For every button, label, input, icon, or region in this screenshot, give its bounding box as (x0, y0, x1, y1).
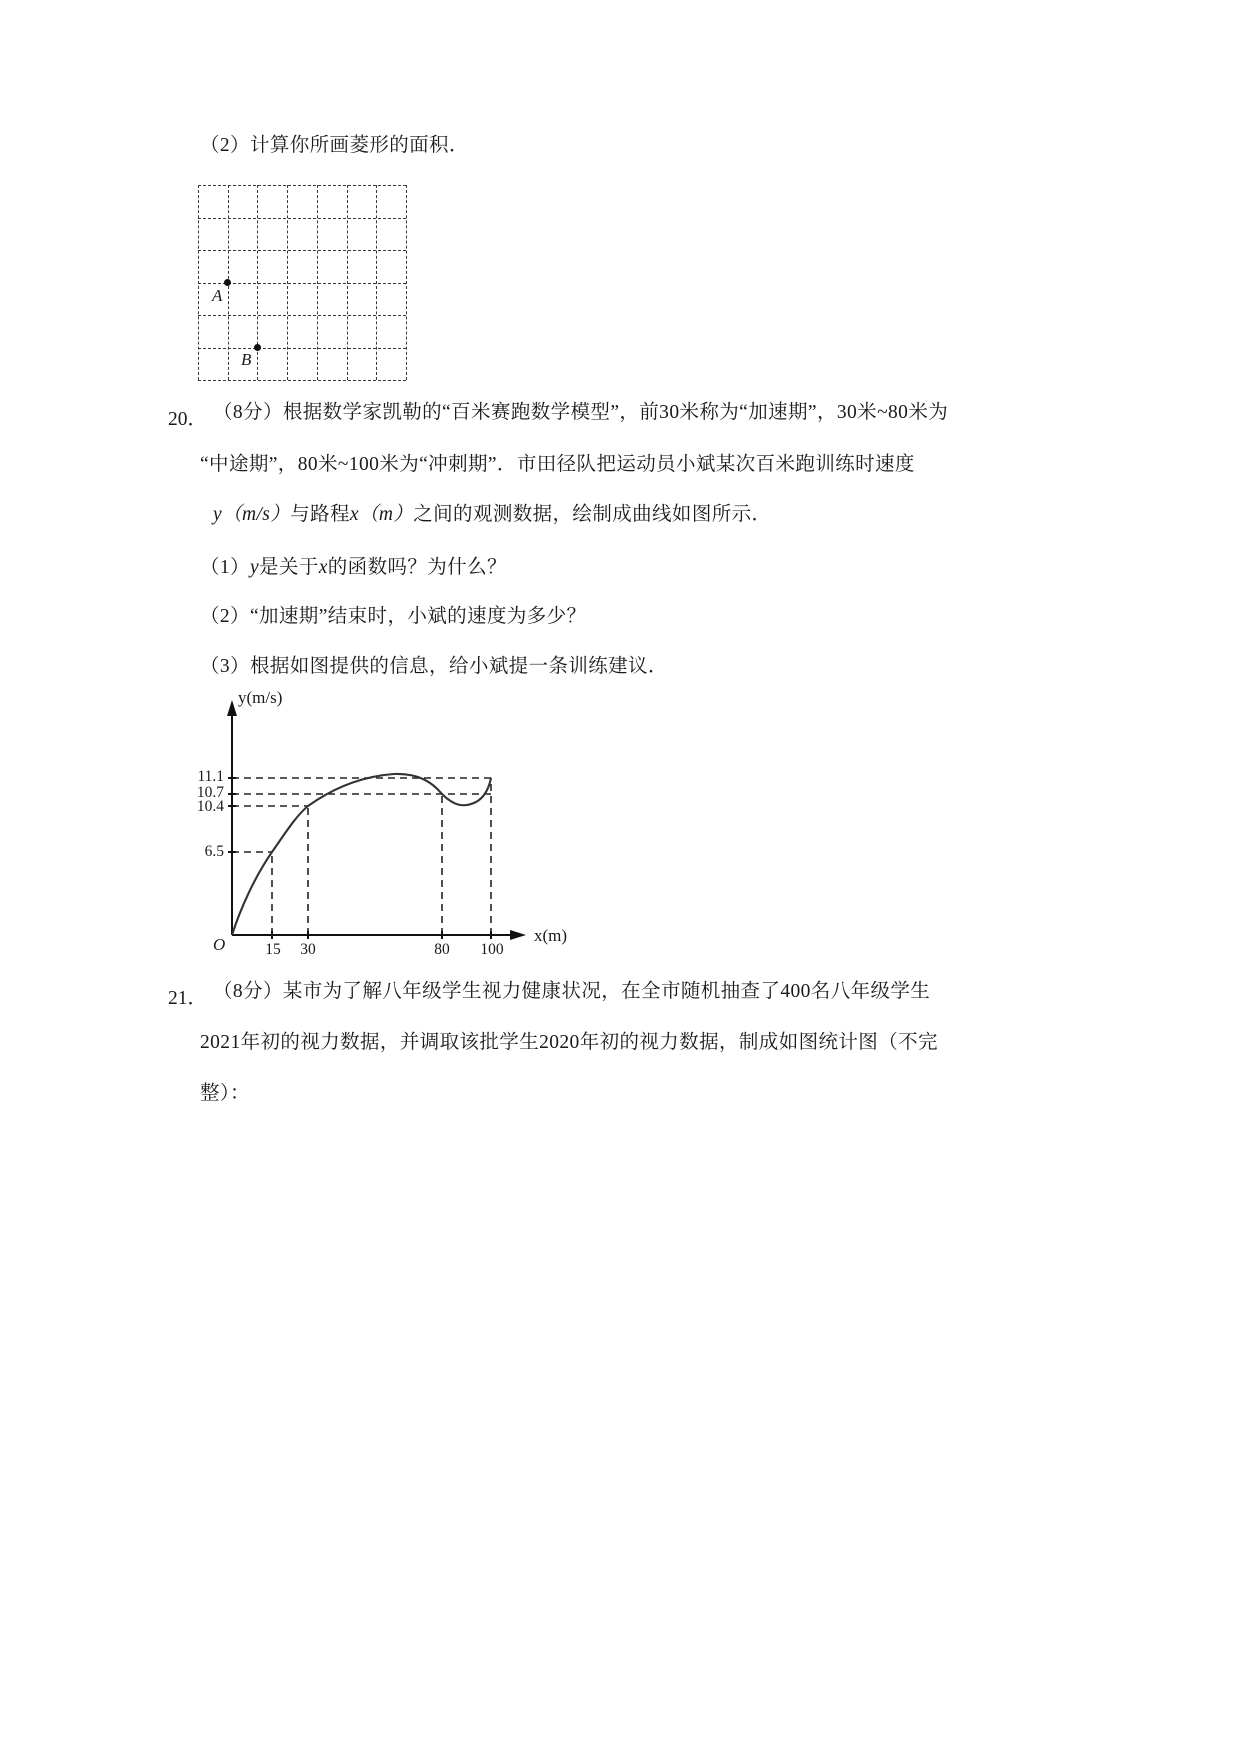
origin-label: O (213, 935, 226, 954)
q20-line2: “中途期”，80米~100米为“冲刺期”．市田径队把运动员小斌某次百米跑训练时速度 (200, 454, 915, 475)
lattice-point-a (224, 279, 231, 286)
chart-svg (196, 690, 616, 960)
q21-line1 (213, 982, 930, 1002)
q20-sub3: （3）根据如图提供的信息，给小斌提一条训练建议． (200, 656, 668, 677)
ytick-label-10-4: 10.4 (196, 798, 224, 815)
x-axis-arrow (510, 930, 526, 940)
q20-unit-m: （m） (358, 504, 414, 525)
q20-sub1-mid: 是关于 (259, 557, 319, 578)
speed-distance-chart (196, 690, 616, 960)
grid-line-h (198, 348, 406, 349)
q19-sub2-text: （2）计算你所画菱形的面积． (200, 135, 469, 156)
q20-sub1-tail: 的函数吗？为什么？ (327, 557, 507, 578)
q20-line3-mid: 与路程 (290, 504, 350, 525)
grid-line-h (198, 185, 406, 186)
ytick-label-11-1: 11.1 (197, 768, 224, 785)
q20-sub1-var-y: y (249, 557, 260, 578)
q20-line3 (213, 505, 771, 525)
y-axis-arrow (227, 700, 237, 716)
xtick-label-100: 100 (480, 941, 504, 958)
q21-number: 21． (168, 988, 208, 1009)
q20-sub1-var-x: x (318, 557, 328, 578)
xtick-label-15: 15 (265, 941, 281, 958)
q21-line3: 整）： (200, 1083, 250, 1104)
grid-line-v (406, 185, 407, 380)
x-axis-label: x(m) (534, 926, 568, 945)
q20-var-x: x (349, 504, 359, 525)
q20-line1-text: 根据数学家凯勒的“百米赛跑数学模型”，前30米称为“加速期”，30米~80米为 (282, 402, 949, 423)
speed-curve (232, 774, 491, 935)
q20-score: （8分） (213, 402, 283, 423)
grid-line-h (198, 380, 406, 381)
xtick-label-30: 30 (300, 941, 316, 958)
q20-var-y: y (213, 504, 223, 525)
q20-unit-ms: （m/s） (222, 504, 291, 525)
lattice-point-a-label: A (212, 286, 223, 305)
lattice-point-b-label: B (241, 350, 252, 369)
lattice-grid (198, 185, 406, 380)
xtick-label-80: 80 (434, 941, 450, 958)
q20-sub2: （2）“加速期”结束时，小斌的速度为多少？ (200, 606, 587, 627)
q20-line1 (213, 403, 948, 423)
lattice-point-b (254, 344, 261, 351)
q21-line2: 2021年初的视力数据，并调取该批学生2020年初的视力数据，制成如图统计图（不完 (200, 1032, 938, 1053)
ytick-label-10-7: 10.7 (196, 784, 224, 801)
q21-line1-text: 某市为了解八年级学生视力健康状况，在全市随机抽查了400名八年级学生 (282, 981, 931, 1002)
grid-line-h (198, 218, 406, 219)
ytick-label-6-5: 6.5 (204, 843, 224, 860)
grid-line-h (198, 315, 406, 316)
q20-line3-tail: 之间的观测数据，绘制成曲线如图所示． (413, 504, 772, 525)
grid-line-h (198, 250, 406, 251)
q20-sub1 (200, 558, 507, 578)
y-axis-label: y(m/s) (238, 688, 283, 707)
q20-sub1-prefix: （1） (200, 557, 250, 578)
q20-number: 20． (168, 409, 208, 430)
q21-score: （8分） (213, 981, 283, 1002)
